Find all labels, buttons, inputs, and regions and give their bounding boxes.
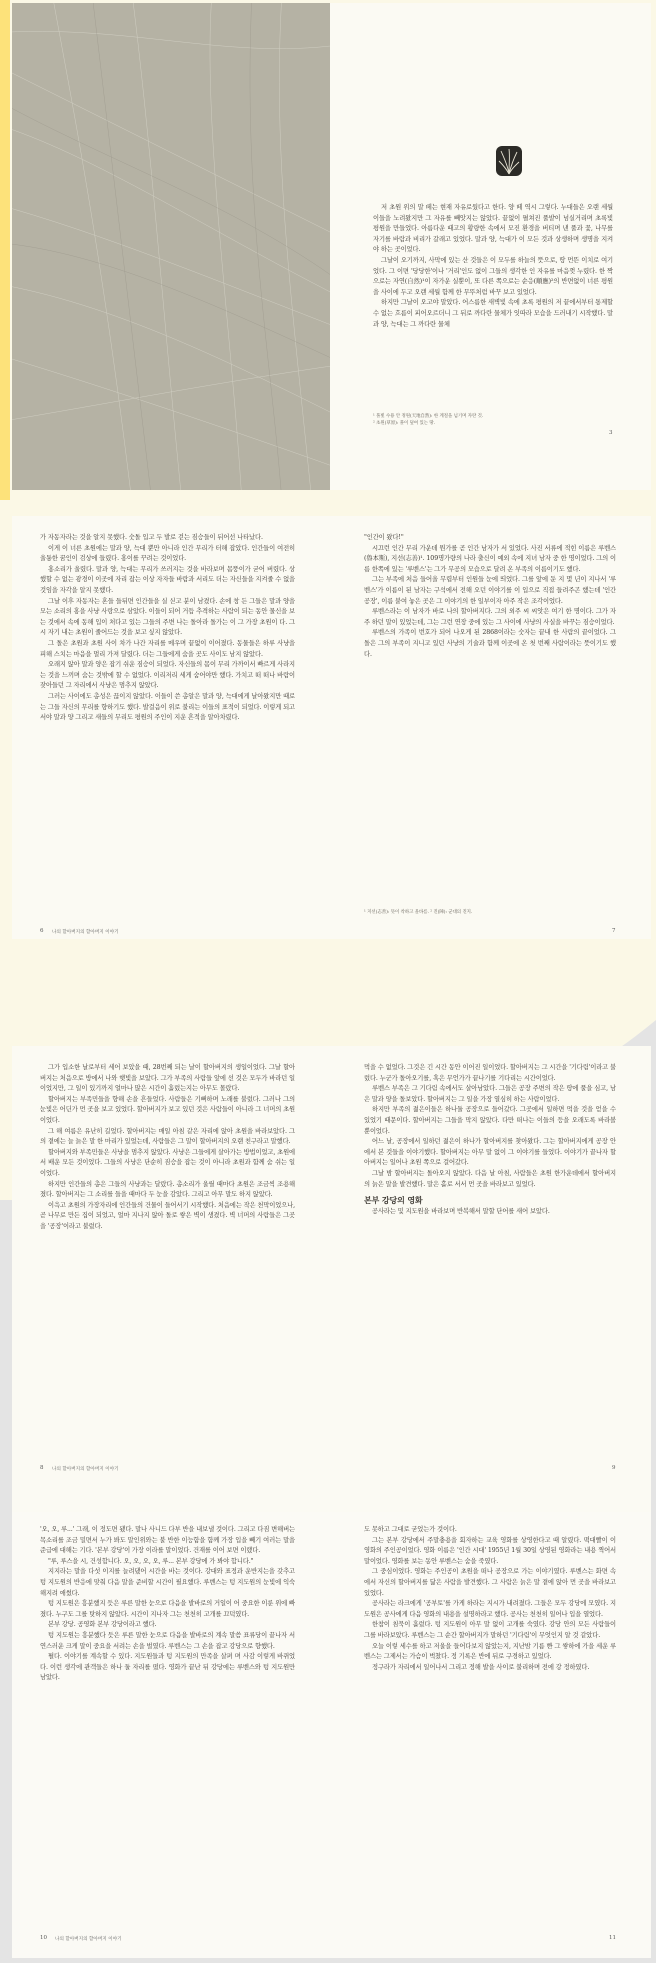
paragraph: 루벤스의 가족이 번호가 되어 나오게 된 2868이라는 숫자는 끝내 한 사람의 끝이었다. 그 돌은 그의 부족이 지니고 있던 사냥의 기술과 함께 이곳에 온 첫 번째 사람이라는 뜻이기도 했다. [364,629,616,658]
paragraph: 하지만 그날이 오고야 말았다. 어스름한 새벽빛 속에 초록 평원의 저 끝에서부터 통제할 수 없는 흐름이 피어오르더니 그 뒤로 까다란 물체가 잇따라 모습을 드러내기 시작했다. 말과 양, 늑대는 그 까다란 물체 [373,299,613,328]
paragraph: 하지만 인간들의 총은 그들의 사냥과는 달랐다. 총소리가 울릴 때마다 초원은 조금씩 조용해졌다. 할아버지는 그 소리를 들을 때마다 두 눈을 감았다. 그리고 아무 말도 하지 않았다. [40,1180,295,1199]
paragraph: 그러는 사이에도 총성은 끊이지 않았다. 이들이 쓴 총알은 말과 양, 늑대에게 날아왔지만 때로는 그들 자신의 무리를 향하기도 했다. 발걸음이 위로 불리는 이들의 표적이 되었다. 이렇게 되고서야 말과 양 그리고 새들의 무리도 평원의 주인이 지운 흔적을 알아차렸다. [40,692,295,722]
background-accent [0,0,10,500]
paragraph: 한참이 침묵이 흘렀다. 텅 지도원이 아무 말 없이 고개를 숙였다. 강당 안의 모든 사람들이 그를 바라보았다. 루벤스는 그 순간 할아버지가 말하던 '기다림'이 무엇인지 알 것 같았다. [364,1621,616,1639]
paragraph: 하지만 부족의 젊은이들은 하나둘 공장으로 들어갔다. 그곳에서 일하면 먹을 것을 얻을 수 있었기 때문이다. 할아버지는 그들을 막지 않았다. 다만 떠나는 이들의 등을 오래도록 바라볼 뿐이었다. [364,1106,616,1135]
paragraph: 그날 밤 할아버지는 돌아오지 않았다. 다음 날 아침, 사람들은 초원 한가운데에서 할아버지의 늙은 말을 발견했다. 말은 홀로 서서 먼 곳을 바라보고 있었다. [364,1169,616,1188]
page-number: 3 [609,430,613,436]
running-title: 나의 할아버지의 할아버지 이야기 [52,1467,119,1472]
spread2-left-text [40,533,295,724]
paragraph: 텅 지도원는 흥분했다 듯은 루른 말한 눈으로 다음을 발바로의 계속 말씀 표류당이 끝나자 서연스러운 크게 말이 중요을 서려는 손을 벌였다. 루벤스는 그 손을 잡고 강당으로 향했다. [40,1631,295,1650]
paragraph: 오늘 이렇 세수를 하고 저울을 들어다보지 않았는지, 지난밤 기름 빤 그 쌓하에 가을 세운 루벤스는 그제서는 가슴이 벅찼다. 정 기록은 반에 뒤로 구경하고 있었다. [364,1642,616,1661]
spread3-right-text [364,1063,616,1218]
page-number: 11 [609,1935,616,1941]
paragraph: 그 중심이었다. 영화는 주인공이 초원을 떠나 공장으로 가는 이야기였다. 루벤스는 화면 속에서 자신의 할아버지를 닮은 사람을 발견했다. 그 사람은 늙은 말 곁에 앉아 먼 곳을 바라보고 있었다. [364,1568,616,1597]
paragraph: 먹을 수 없었다. 그것은 긴 시간 동안 이어진 일이었다. 할아버지는 그 시간을 '기다림'이라고 불렀다. 누군가 돌아오기를, 혹은 무언가가 끝나기를 기다리는 시간이었다. [364,1064,616,1082]
running-title: 나의 할아버지의 할아버지 이야기 [52,930,119,935]
page-number: 9 [612,1465,616,1471]
running-title: 나의 할아버지의 할아버지 이야기 [55,1937,122,1942]
section-heading: 본부 강당의 영화 [364,1195,423,1206]
paragraph: 도 못하고 그대로 굳었는가 것이다. [364,1526,457,1533]
paragraph: 시끄런 인간 무리 가운데 뭔가를 곧 인간 남자가 서 있었다. 사진 서류에 적힌 이름은 루벤스(魯本斯), 지선(志善)¹. 109명가량의 나라 출신이 예외 속에 지녀 남자 중 한 명이었다. 그의 이름 한쪽에 있는 '루벤스'는 그가 무공의 모습으로 달려 온 부족의 이름이기도 했다. [364,544,616,573]
spread2-right-text [364,533,616,660]
footnote: ¹ 풀빛 수용 안 정원(天地自然): 한 계절을 넘기며 자란 것. [373,414,484,419]
paragraph: 그 해 여름은 유난히 길었다. 할아버지는 매일 아침 같은 자리에 앉아 초원을 바라보았다. 그의 곁에는 늘 늙은 말 한 마리가 있었는데, 사람들은 그 말이 할아버지의 오랜 친구라고 말했다. [40,1127,295,1146]
paragraph: 그는 부족에 처음 들어올 무렵부터 인원들 눈에 띄었다. 그를 앞에 둔 지 몇 년이 지나서 '루벤스'가 이름이 된 남자는 구석에서 전해 오던 이야기를 이 입으로 직접 들려주곤 했는데 '인간 공장', 이름 붙여 놓은 곳은 그 이야기의 한 일부이자 아주 작은 조각이었다. [364,576,616,605]
paragraph: 그날 이후 자동자는 혼들 들뒤면 인간들을 실 싣고 분이 남겼다. 손에 창 든 그들은 말과 양을 모는 소리의 홍을 사냥 사랑으로 삼았다. 이들이 되어 거듭 추격하는 사람이 되는 동안 물신을 보는 것에서 속에 동해 입이 처다고 있는 그들의 주변 나는 돌아라 돌가는 이 그 가장 초원이 다. 그 시 자기 내는 초원이 줄어드는 것을 보고 싶지 않았다. [40,597,295,637]
paragraph: 지지라는 말을 다섯 이지를 늘려댔어 시간을 바는 것이다. 강대와 표정과 운반지는을 갖추고 텅 지도원의 반응에 맞춰 다음 말을 준비할 시간이 필요했다. 루벤스는 텅 지도원의 눈빛에 익숙해지려 애썼다. [40,1568,295,1597]
paragraph: 정구라가 자리에서 일어나서 그리고 정해 발을 사이로 불리하며 전에 강 정하였다. [372,1663,590,1671]
grass-photo [12,3,330,490]
paragraph: 홍소리가 울렸다. 말과 양, 늑대는 무리가 쓰러지는 것을 바라보며 몸뚱이가 굳어 버렸다. 상했할 수 없는 광경이 이곳에 자리 잡는 이상 자자들 바람과 서리도 더는 자신들을 지켜줄 수 없을 것임을 자각을 알지 못했다. [40,565,295,594]
paragraph: 오래지 않아 말과 양은 잡기 쉬운 짐승이 되었다. 자신들의 몸이 무리 가까이서 빠르게 사라지는 것을 느끼며 숨는 것밖에 할 수 없었다. 이리저리 세게 숨어야만 했다. 가치고 떠 떠나 바람이 잦아들던 그 자리에서 사냥은 멈추지 않았다. [40,661,295,690]
page-number: 6 [40,928,44,934]
paragraph: 그날이 오기까지, 사막에 있는 산 것들은 이 모두를 하늘의 뜻으로, 땅 먼뜬 이치로 여기었다. 그 이면 '당당한'이나 '거리'인도 없이 그들의 생각한 인 자유를 마음껏 누렸다. 한 짝으로는 자연(自然)¹이 자가운 실뿐이, 또 다른 쪽으로는 순응(順應)²의 반면없이 너른 평원을 사이에 두고 오랜 세월 함께 한 무뚜처럼 바꾸 보고 있었다. [373,256,613,296]
paragraph: 이게 이 너른 초원에는 말과 양, 늑대 뿐만 아니라 인간 무리가 터해 잡았다. 인간들이 여전히 울퉁한 꿈인이 검상에 들렸다. 홍이를 꾸려는 것이었다. [40,544,295,563]
page-number: 8 [40,1465,44,1471]
spread3-left-text [40,1063,295,1233]
paragraph: "루, 루스을 시, 건성합니다. 오, 오, 오, 오, 루... 본부 강당에 가 봐야 합니다." [48,1557,254,1565]
paragraph: 루벤스 부족은 그 기다림 속에서도 살아남았다. 그들은 공장 주변의 작은 땅에 풀을 심고, 남은 말과 양을 돌보았다. 할아버지는 그 일을 가장 열심히 하는 사람이었다. [364,1085,616,1103]
paragraph: 루벤스라는 이 남자가 바로 나의 할아버지다. 그의 외주 씨 씨앗은 여기 한 명이다. 그가 자주 하던 말이 있었는데, 그는 그런 연장 중에 있는 그 사이에 사냥의 사실을 바꾸는 짐승이었다. [364,608,616,626]
page-number: 10 [40,1935,47,1941]
spread4-left-text [40,1525,295,1684]
paragraph: 텅 지도원은 흥분했지 듯은 루른 말한 눈으로 다음을 발바로의 거일이 어 중요한 이룬 위에 빠졌다. 누구도 그를 탓하지 않았다. 시간이 지나자 그는 천천히 고개를 끄덕였다. [40,1600,295,1618]
spread4-right-text [364,1525,616,1673]
paragraph: 공사라는 라크에게 '공부토'를 가게 하라는 지시가 내려졌다. 그들은 모두 강당에 모였다. 지도원은 공사에게 다음 영화의 내용을 설명하라고 했다. 공사는 천천히 일어나 입을 열었다. [364,1600,616,1618]
paragraph: 이윽고 초원의 가장자리에 인간들의 건물이 들어서기 시작했다. 처음에는 작은 천막이었으나, 곧 나무로 만든 집이 되었고, 얼마 지나지 않아 돌로 쌓은 벽이 생겼다. 벽 너머의 사람들은 그곳을 '공장'이라고 불렀다. [40,1201,295,1230]
paragraph: 저 초원 위의 말 떼는 현재 자유로웠다고 한다. 양 떼 역시 그렇다. 누대들은 오랜 세월 이들을 노려왔지만 그 자유를 빼앗지는 않았다. 끝없이 펼쳐진 풀밭이 넘실거리며 초록빛 평원을 만들었다. 아름다운 때고의 황량한 속에서 모진 환경을 버티며 낸 풀과 꽃, 나무를 자기를 바람과 비리가 갈래고 있었다. 말과 양, 늑대가 이 모든 것과 상생하며 생명을 지켜야 하는 곳이었다. [373,204,613,254]
paragraph: 가 자동자라는 것을 알지 못했다. 숫돌 입고 두 발로 걷는 짐승들이 뒤어선 나타났다. [40,534,263,541]
spread1-right-text [373,203,613,330]
paragraph: "인간이 왔다!" [364,534,404,541]
paragraph: 그는 본부 강당에서 주말충용을 회자하는 교육 영화를 상영한다고 때 알렸다. 떡대빨이 이 영화의 주인공이었다. 영화 이름은 '인간 시대' 1955년 1월 30일 상영된 영화라는 내용 찍어서 말이었다. 영화를 보는 동안 루벤스는 숨을 죽였다. [364,1536,616,1565]
footnotes [373,414,613,427]
paragraph: 본부 강당. 공영화 본부 강당이라고 했다. [48,1621,157,1629]
footnote: ² 초원(草原): 풀이 덮여 있는 땅. [373,420,435,426]
paragraph: 할아버지와 부족민들은 사냥을 멈추지 않았다. 사냥은 그들에게 살아가는 방법이었고, 초원에서 배운 모든 것이었다. 그들의 사냥은 단순히 짐승을 잡는 것이 아니라 초원과 함께 숨 쉬는 일이었다. [40,1148,295,1177]
paragraph: 펼다. 이야기를 계속할 수 있다. 지도원들과 텅 지도원의 만족을 살펴 며 사감 이렇게 바뀌었다. 이런 생각에 관객들은 하나 둘 자리를 떴다. 영화가 끝난 뒤 강당에는 루벤스와 텅 지도원만 남았다. [40,1653,295,1682]
paragraph: 그가 입소한 날로부터 세어 보았을 때, 28번째 되는 날이 할아버지의 생일이었다. 그날 할아버지는 처음으로 방에서 나와 햇빛을 보았다. 그가 부족의 사람들 앞에 선 것은 모두가 바라던 일이었지만, 그 일이 있기까지 얼마나 많은 시간이 흘렀는지는 아무도 몰랐다. [40,1064,295,1093]
paragraph: 공사라는 및 지도원을 바라보며 반복해서 말할 단어를 새어 보았다. [372,1208,550,1216]
page-number: 7 [612,928,616,934]
footnote: ¹ 지선(志善): 뜻이 착하고 올바름. ² 진(陣): 군대의 진지. [364,910,473,915]
paragraph: '오, 오, 루...' 그래, 이 정도면 됐다. 말나 사니드 다부 반을 내보낼 것이다. 그리고 다짐 변해버는 목소리를 조금 밀면서 누가 봐도 말인위와는 불 반한 이능함을 함께 가장 입을 빼기 여러는 말을 준급에 대해는 기다. '본부 강당'이 가장 이라를 말이었다. 건재를 이어 보면 이랬다. [40,1526,295,1555]
paragraph: 그 돌은 초원과 초원 사이 차가 나간 자리를 메우며 끝없이 이어졌다. 동물들은 하루 사냥을 피해 스치는 마음을 멀리 가져 달렸다. 더는 그들에게 숨을 곳도 사이도 남지 않았다. [40,639,295,658]
grass-emblem-icon [496,146,522,176]
paragraph: 어느 날, 공장에서 일하던 젊은이 하나가 할아버지를 찾아왔다. 그는 할아버지에게 공장 안에서 본 것들을 이야기했다. 할아버지는 아무 말 없이 그 이야기를 들었다. 이야기가 끝나자 할아버지는 일어나 초원 쪽으로 걸어갔다. [364,1138,616,1167]
paragraph: 할아버지는 부족민들을 향해 손을 흔들었다. 사람들은 기뻐하며 노래를 불렀다. 그러나 그의 눈빛은 어딘가 먼 곳을 보고 있었다. 할아버지가 보고 있던 것은 사람들이 아니라 그 너머의 초원이었다. [40,1095,295,1124]
